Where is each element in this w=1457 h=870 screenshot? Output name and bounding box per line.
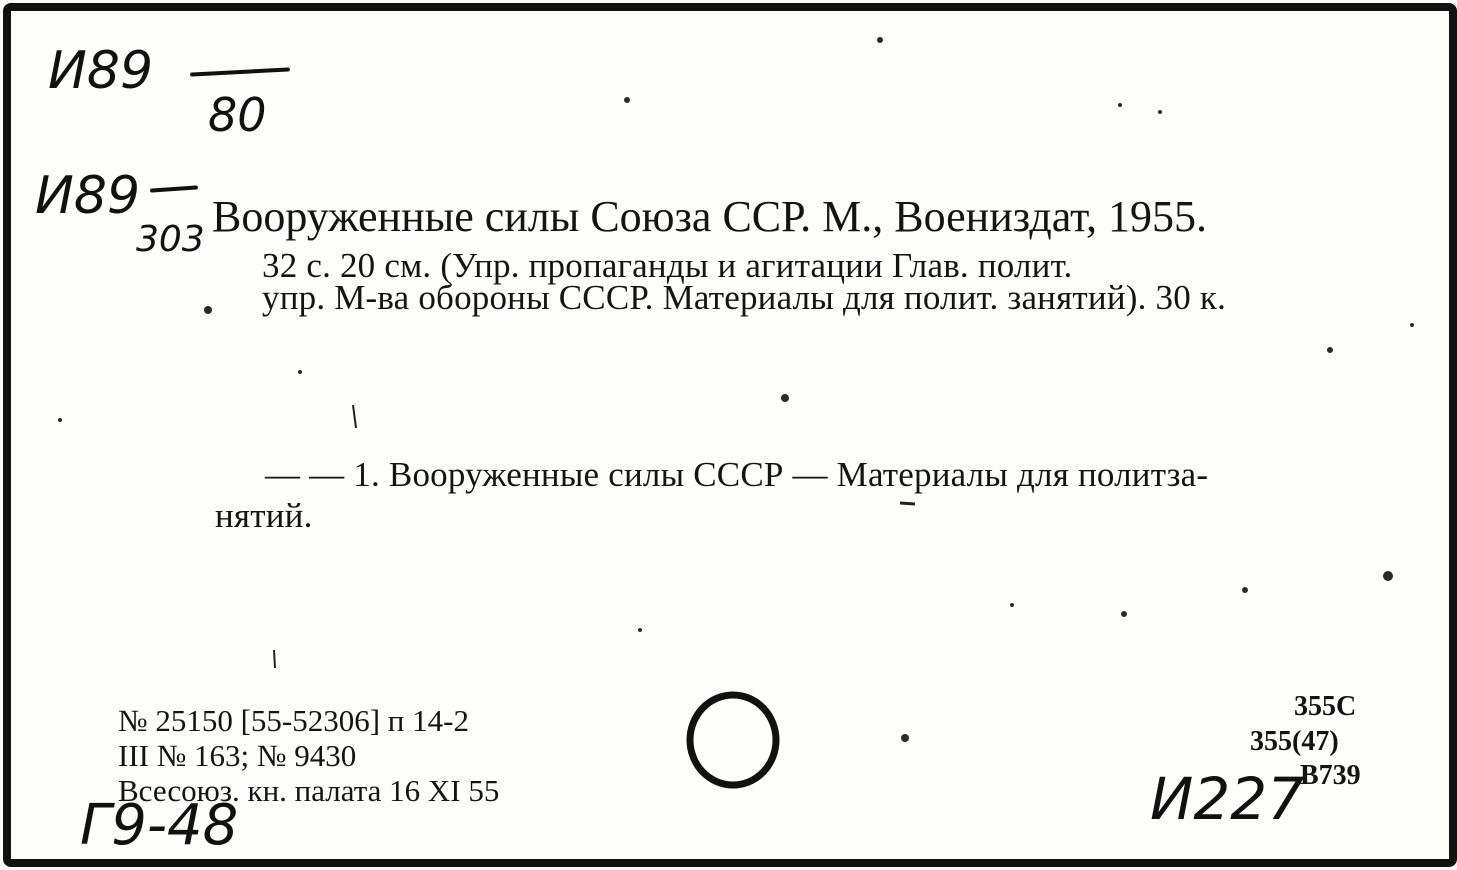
handwritten-code-top: И89 xyxy=(48,41,154,101)
classification-code-2: 355(47) xyxy=(1250,726,1339,757)
entry-series-note: упр. М-ва обороны СССР. Материалы для полит. занятий). 30 к. xyxy=(262,278,1227,317)
classification-code-1: 355С xyxy=(1294,691,1357,722)
handwritten-bottom-left: Г9-48 xyxy=(80,793,239,858)
subject-heading-line1: — — 1. Вооруженные силы СССР — Материалы для политза- xyxy=(265,455,1209,494)
subject-heading-line2: нятий. xyxy=(215,496,313,535)
handwritten-bottom-right: И227 xyxy=(1150,765,1305,833)
entry-physical-description: 32 с. 20 см. (Упр. пропаганды и агитации Глав. полит. xyxy=(262,246,1073,285)
handwritten-number: 303 xyxy=(136,219,205,260)
dust-specks xyxy=(58,37,1414,742)
punch-hole-icon xyxy=(690,695,776,785)
handwritten-code-second: И89 xyxy=(35,166,141,226)
footer-chamber-date: Всесоюз. кн. палата 16 XI 55 xyxy=(118,773,500,808)
handwritten-denominator: 80 xyxy=(208,88,267,142)
author-mark: В739 xyxy=(1300,760,1361,791)
entry-title-line: Вооруженные силы Союза ССР. М., Воениздат, 1955. xyxy=(212,192,1208,241)
footer-registration: III № 163; № 9430 xyxy=(118,738,357,773)
footer-record-number: № 25150 [55-52306] п 14-2 xyxy=(118,703,469,738)
